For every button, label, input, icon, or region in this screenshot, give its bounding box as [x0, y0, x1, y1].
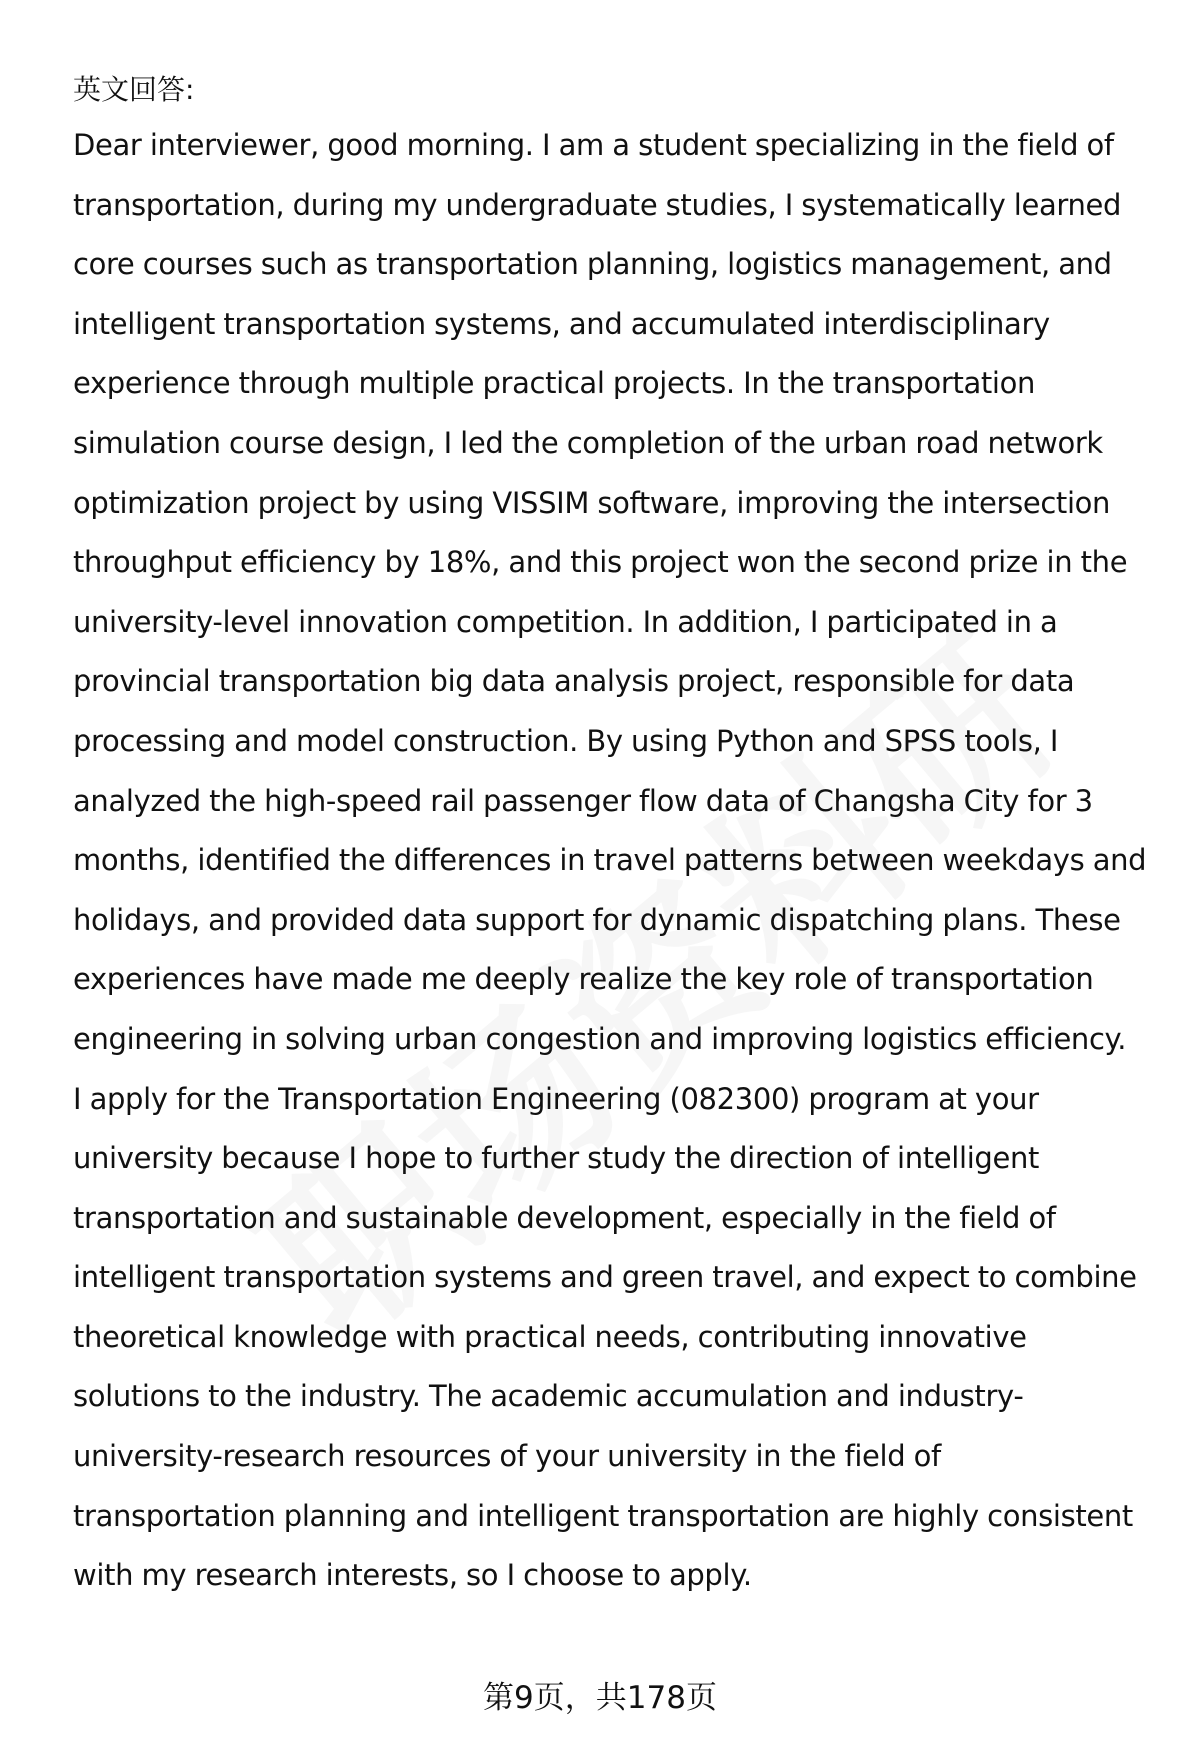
paragraph-line: Dear interviewer, good morning. I am a student specializing in the field of [73, 128, 1114, 162]
paragraph-line: with my research interests, so I choose to apply. [73, 1558, 752, 1593]
answer-heading: 英文回答: [73, 73, 195, 106]
paragraph-line: analyzed the high-speed rail passenger flow data of Changsha City for 3 [73, 783, 1093, 818]
paragraph-line: intelligent transportation systems, and accumulated interdisciplinary [73, 306, 1050, 341]
paragraph-line: solutions to the industry. The academic accumulation and industry- [73, 1379, 1024, 1414]
paragraph-line: transportation planning and intelligent transportation are highly consistent [73, 1498, 1133, 1533]
paragraph-line: engineering in solving urban congestion and improving logistics efficiency. [73, 1021, 1127, 1056]
paragraph-line: university-level innovation competition. In addition, I participated in a [73, 604, 1058, 639]
answer-paragraph [73, 116, 1153, 1606]
paragraph-line: university-research resources of your university in the field of [73, 1439, 941, 1474]
paragraph-line: optimization project by using VISSIM software, improving the intersection [73, 485, 1111, 520]
paragraph-line: processing and model construction. By using Python and SPSS tools, I [73, 723, 1059, 758]
paragraph-line: throughput efficiency by 18%, and this project won the second prize in the [73, 545, 1128, 580]
paragraph-line: experience through multiple practical projects. In the transportation [73, 366, 1036, 401]
paragraph-line: core courses such as transportation planning, logistics management, and [73, 247, 1112, 282]
paragraph-line: provincial transportation big data analysis project, responsible for data [73, 664, 1075, 699]
paragraph-line: theoretical knowledge with practical needs, contributing innovative [73, 1319, 1027, 1354]
paragraph-line: I apply for the Transportation Engineering (082300) program at your [73, 1081, 1039, 1116]
paragraph-line: holidays, and provided data support for dynamic dispatching plans. These [73, 902, 1121, 937]
paragraph-line: intelligent transportation systems and green travel, and expect to combine [73, 1260, 1137, 1295]
paragraph-line: simulation course design, I led the completion of the urban road network [73, 425, 1103, 460]
paragraph-line: experiences have made me deeply realize the key role of transportation [73, 962, 1094, 997]
page-number-footer: 第9页，共178页 [483, 1680, 717, 1716]
paragraph-line: months, identified the differences in travel patterns between weekdays and [73, 843, 1147, 878]
paragraph-line: university because I hope to further study the direction of intelligent [73, 1141, 1040, 1176]
paragraph-line: transportation, during my undergraduate studies, I systematically learned [73, 187, 1122, 222]
paragraph-line: transportation and sustainable development, especially in the field of [73, 1200, 1056, 1235]
